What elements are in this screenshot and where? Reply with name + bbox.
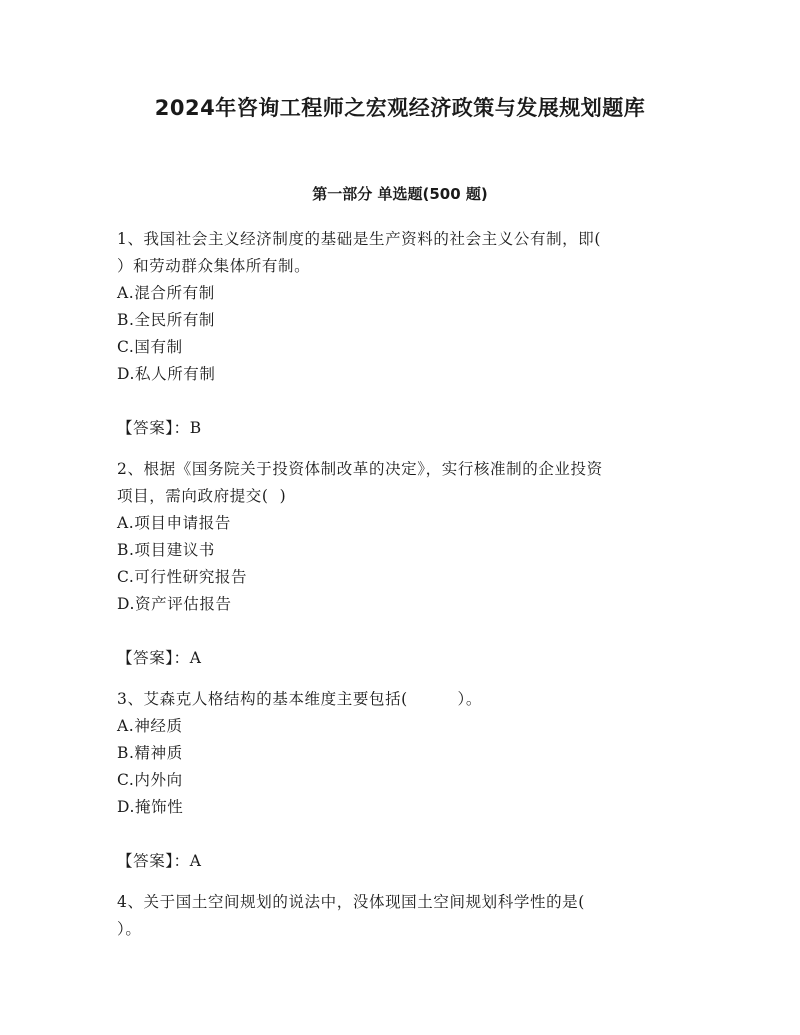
question-3-option-a: A.神经质 bbox=[117, 717, 183, 735]
question-3-option-c: C.内外向 bbox=[117, 771, 183, 789]
question-2-stem-line-2: 项目，需向政府提交( ) bbox=[117, 487, 287, 505]
question-4-stem-line-1: 4、关于国土空间规划的说法中，没体现国土空间规划科学性的是( bbox=[117, 893, 585, 911]
question-2-option-b: B.项目建议书 bbox=[117, 541, 216, 559]
question-1-stem-line-2: ）和劳动群众集体所有制。 bbox=[117, 257, 311, 275]
question-2-option-d: D.资产评估报告 bbox=[117, 595, 232, 613]
question-2-answer: 【答案】：A bbox=[117, 649, 202, 667]
question-3-option-d: D.掩饰性 bbox=[117, 798, 184, 816]
question-2-option-a: A.项目申请报告 bbox=[117, 514, 231, 532]
question-3-stem-line-1: 3、艾森克人格结构的基本维度主要包括( ）。 bbox=[117, 690, 483, 708]
question-2-option-c: C.可行性研究报告 bbox=[117, 568, 248, 586]
question-3-answer: 【答案】：A bbox=[117, 852, 202, 870]
question-1-answer: 【答案】：B bbox=[117, 419, 202, 437]
question-3-option-b: B.精神质 bbox=[117, 744, 183, 762]
question-1-stem-line-1: 1、我国社会主义经济制度的基础是生产资料的社会主义公有制，即( bbox=[117, 230, 602, 248]
question-2-stem-line-1: 2、根据《国务院关于投资体制改革的决定》，实行核准制的企业投资 bbox=[117, 460, 603, 478]
question-1-option-c: C.国有制 bbox=[117, 338, 183, 356]
question-4-stem-line-2: ）。 bbox=[117, 920, 142, 938]
question-1-option-a: A.混合所有制 bbox=[117, 284, 215, 302]
question-1-option-b: B.全民所有制 bbox=[117, 311, 216, 329]
section-title: 第一部分 单选题(500 题) bbox=[312, 185, 488, 203]
question-1-option-d: D.私人所有制 bbox=[117, 365, 216, 383]
document-title: 2024年咨询工程师之宏观经济政策与发展规划题库 bbox=[154, 96, 646, 120]
